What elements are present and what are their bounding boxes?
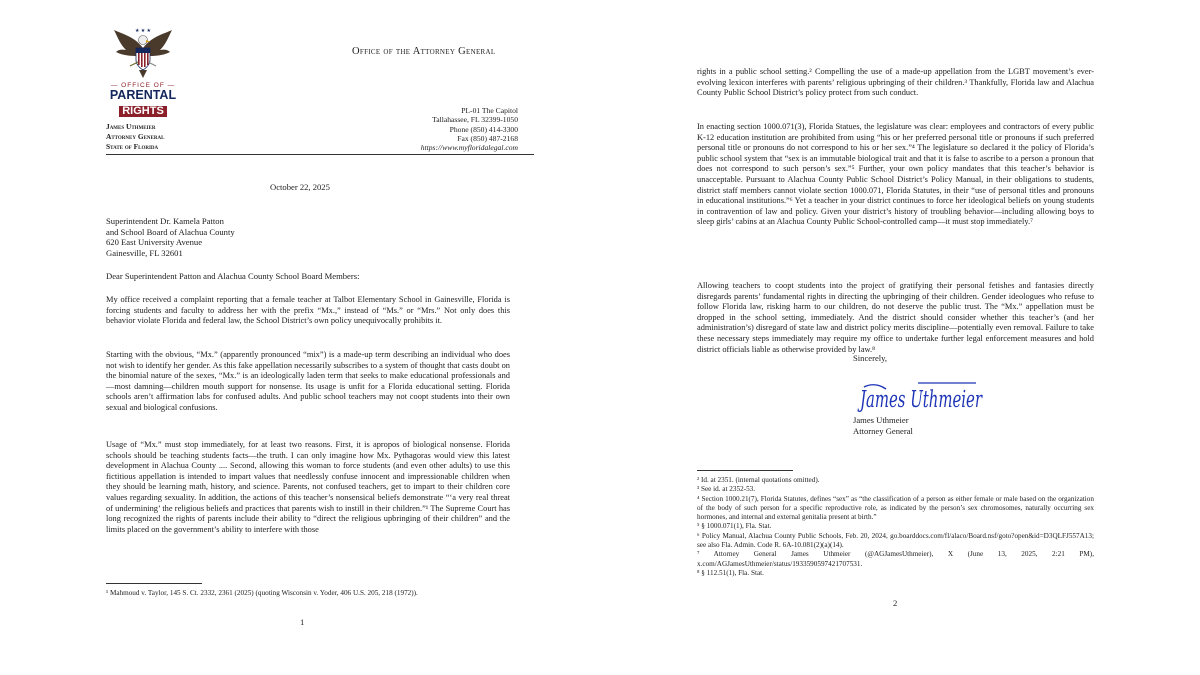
footnote: ¹ Mahmoud v. Taylor, 145 S. Ct. 2332, 2361 (2025) (quoting Wisconsin v. Yoder, 406 U.S. 205, 218 (1972)). xyxy=(106,589,418,597)
signer-title: Attorney General xyxy=(853,426,913,436)
page-number: 2 xyxy=(893,598,898,608)
signature-text: James Uthmeier xyxy=(857,387,984,413)
office-logo xyxy=(95,26,191,119)
footnote: ⁸ § 112.51(1), Fla. Stat. xyxy=(697,568,764,577)
footnote: ⁶ Policy Manual, Alachua County Public Schools, Feb. 20, 2024, go.boarddocs.com/fl/alaco/Board.nsf/goto?open&id=D3QLFJ557A13; see also Fla. Admin. Code R. 6A-10.081(2)(a)(14). xyxy=(697,531,1094,550)
sender-title: Attorney General xyxy=(106,132,165,141)
body-paragraph: Starting with the obvious, “Mx.” (apparently pronounced “mix”) is a made-up term describing an individual who does not wish to identify her gender. As this fake appellation necessarily subscribes to a system of thought that casts doubt on the binomial nature of the sexes, “Mx.” is an ideologically laden term that seeks to make educational professionals and—most damning—children mouth support for nonsense. Its usage is unfit for a Florida educational setting. Florida schools aren’t affirmation labs for confused adults. And public school teachers may not coopt students into their own sexual and biological confusions. xyxy=(106,350,510,412)
address-phone: Phone (850) 414-3300 xyxy=(449,124,518,134)
recipient-line-3: 620 East University Avenue xyxy=(106,237,203,248)
address-website-link[interactable]: https://www.myfloridalegal.com xyxy=(420,143,518,153)
body-paragraph: Allowing teachers to coopt students into the project of gratifying their personal fetishes and fantasies directly disregards parents’ fundamental rights in directing the upbringing of their children. Gender ideologues who refuse to follow Florida law, risking harm to our children, do not deserve the public trust. The “Mx.” appellation must be dropped in the school setting, immediately. And the district should consider whether this teacher’s (and her administration’s) disregard of state law and district policy merits discipline—potentially even removal. Failure to take these necessary steps immediately may require my office to undertake further legal enforcement measures and hold district officials liable as otherwise provided by law.⁸ xyxy=(697,281,1094,354)
address-line-2: Tallahassee, FL 32399-1050 xyxy=(432,115,518,125)
signature-graphic xyxy=(858,375,988,419)
svg-text:★ ★ ★: ★ ★ ★ xyxy=(135,29,151,34)
closing-sincerely: Sincerely, xyxy=(853,353,888,363)
letter-date: October 22, 2025 xyxy=(270,182,330,192)
address-fax: Fax (850) 487-2168 xyxy=(457,133,518,143)
body-paragraph: In enacting section 1000.071(3), Florida Statues, the legislature was clear: employees and contractors of every public K-12 education institution are prohibited from using “his or her preferred personal title or pronouns if such preferred personal title or pronouns do not correspond to his or her sex.”⁴ The legislature so declared it the policy of Florida’s public school system that “sex is an immutable biological trait and that it is false to ascribe to a person a pronoun that does not correspond to such person’s sex.”⁵ Further, your own policy mandates that this teacher’s behavior is unacceptable. Pursuant to Alachua County Public School District’s Policy Manual, in their obligations to students, district staff members cannot violate section 1000.071, Florida Statutes, in their “use of personal titles and pronouns in educational institutions.”⁶ Yet a teacher in your district continues to force her ideological beliefs on young students in contravention of law and policy. Given your district’s history of troubling behavior—including allowing boys to sleep girls’ cabins at an Alachua County Public School-controlled camp—it must stop immediately.⁷ xyxy=(697,122,1094,227)
salutation: Dear Superintendent Patton and Alachua County School Board Members: xyxy=(106,271,360,281)
logo-parental: PARENTAL xyxy=(109,88,177,102)
sender-state: State of Florida xyxy=(106,142,159,151)
footnote: ³ See id. at 2352-53. xyxy=(697,485,756,494)
recipient-block xyxy=(106,216,235,258)
logo-rights: RIGHTS xyxy=(119,106,167,117)
address-line-1: PL-01 The Capitol xyxy=(461,106,518,115)
footnote: ⁷ Attorney General James Uthmeier (@AGJamesUthmeier), X (June 13, 2025, 2:21 PM), x.com/AGJamesUthmeier/status/1933590597421707531. xyxy=(697,550,1094,568)
sender-block xyxy=(106,122,164,152)
eagle-seal-icon xyxy=(112,26,174,80)
letter-page-2 xyxy=(600,0,1200,675)
recipient-line-4: Gainesville, FL 32601 xyxy=(106,247,183,258)
body-paragraph: rights in a public school setting.² Compelling the use of a made-up appellation from the LGBT movement’s ever-evolving lexicon interferes with parents’ religious upbringing of their children.³ Thankfully, Florida law and Alachua County Public School District’s policy protect from such conduct. xyxy=(697,67,1094,98)
signer-name: James Uthmeier xyxy=(853,415,909,425)
office-title: Office of the Attorney General xyxy=(352,46,496,57)
body-paragraph: Usage of “Mx.” must stop immediately, for at least two reasons. First, it is apropos of biological nonsense. Florida schools should be teaching students facts—the truth. I can only imagine how Mx. Pythagoras would view this latest development in Alachua County .... Second, allowing this woman to force students (and even other adults) to use this fictitious appellation is intended to impart values that needlessly confuse innocent and impressionable children when they should be learning math, history, and science. Parents, not confused teachers, get to impart to their children core values regarding sexuality. In addition, the actions of this teacher’s nonsensical beliefs demonstrate “‘a very real threat of undermining’ the religious beliefs and practices that parents wish to instill in their children.”¹ The Supreme Court has long recognized the rights of parents include their ability to “direct the religious upbringing of their children” and the limits placed on the government’s ability to interfere with those xyxy=(106,440,510,534)
header-divider xyxy=(106,154,534,155)
footnote: ⁵ § 1000.071(1), Fla. Stat. xyxy=(697,522,772,531)
signer-block xyxy=(853,415,913,437)
office-address xyxy=(421,106,518,152)
logo-office-of: — OFFICE OF — xyxy=(110,82,176,89)
sender-name: James Uthmeier xyxy=(106,122,156,131)
recipient-line-1: Superintendent Dr. Kamela Patton xyxy=(106,216,224,226)
footnote-divider xyxy=(106,583,202,584)
footnotes xyxy=(697,476,1094,578)
page-number: 1 xyxy=(300,617,305,627)
body-paragraph: My office received a complaint reporting that a female teacher at Talbot Elementary School in Gainesville, Florida is forcing students and faculty to address her with the prefix “Mx.,” instead of “Ms.” or “Mrs.” Not only does this behavior violate Florida and federal law, the School District’s own policy unequivocally prohibits it. xyxy=(106,295,510,326)
recipient-line-2: and School Board of Alachua County xyxy=(106,226,235,237)
footnote-divider xyxy=(697,470,793,471)
footnote: ⁴ Section 1000.21(7), Florida Statutes, defines “sex” as “the classification of a person as either female or male based on the organization of the body of such person for a specific reproductive role, as indicated by the person’s sex chromosomes, naturally occurring sex hormones, and internal and external genitalia present at birth.” xyxy=(697,494,1094,522)
footnote: ² Id. at 2351. (internal quotations omitted). xyxy=(697,476,820,484)
